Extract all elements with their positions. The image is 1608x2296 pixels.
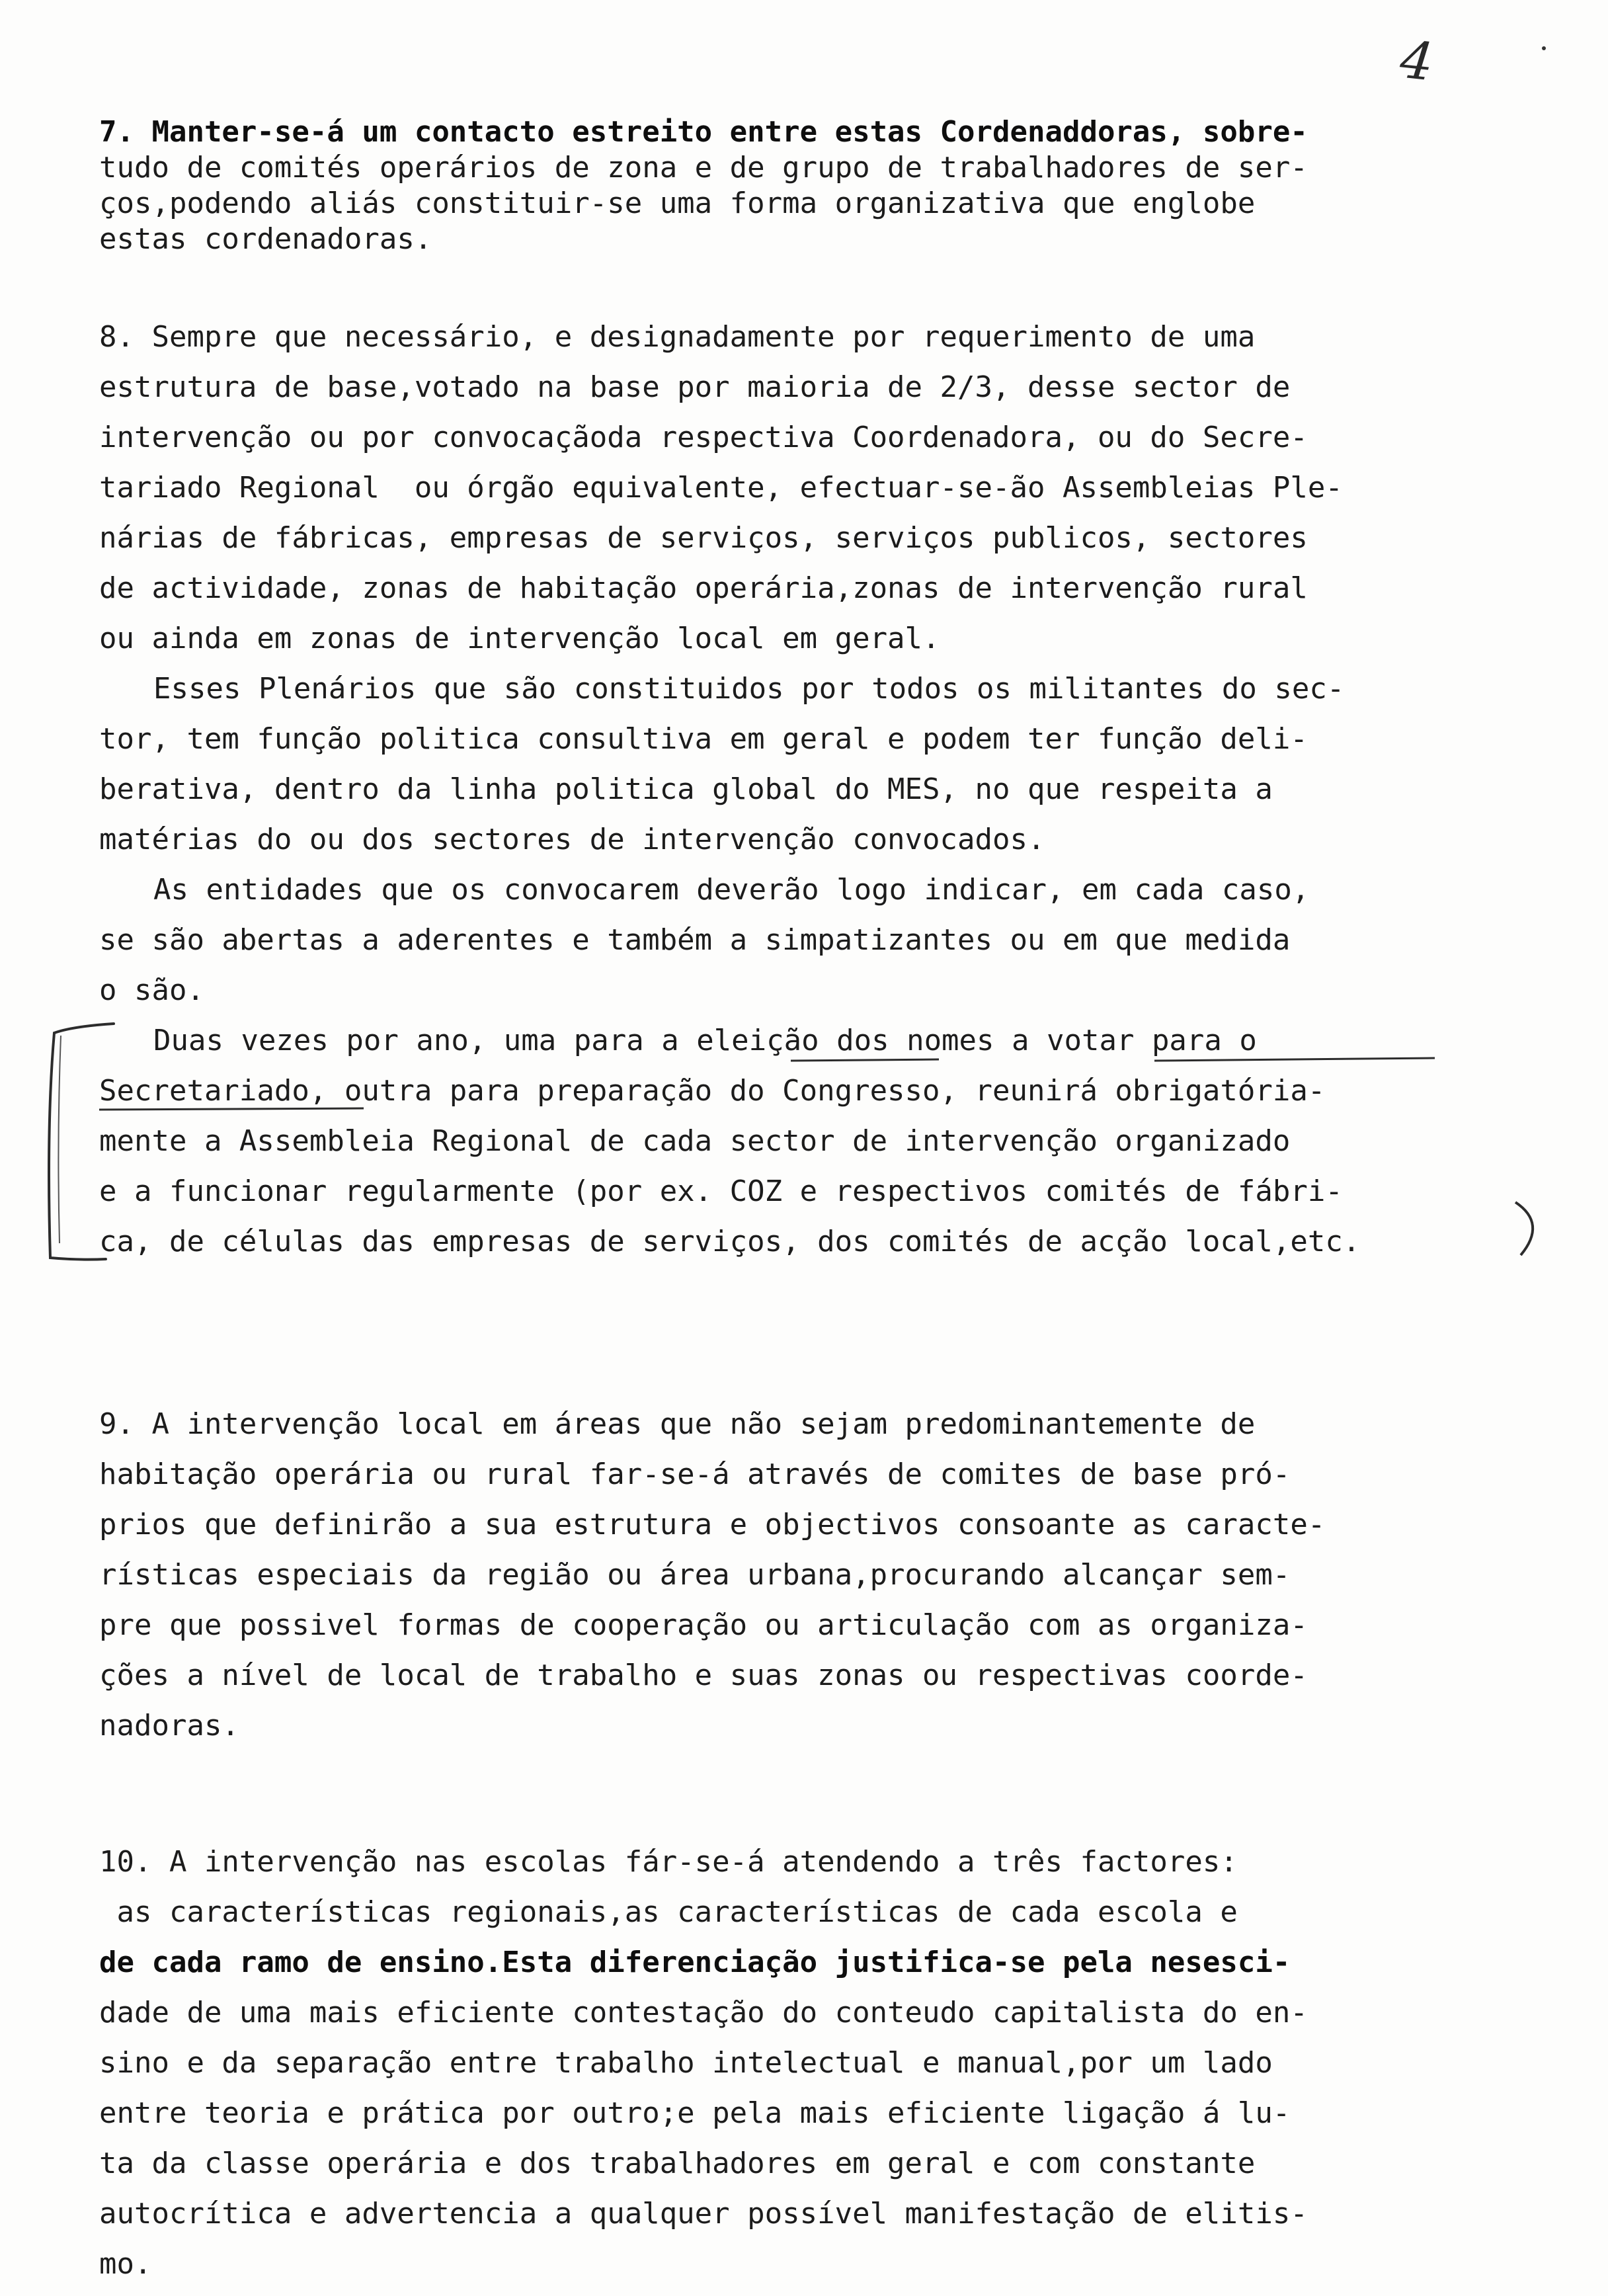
text-line: dade de uma mais eficiente contestação do conteudo capitalista do en- xyxy=(99,1996,1308,2030)
text-line: e a funcionar regularmente (por ex. COZ e respectivos comités de fábri- xyxy=(99,1174,1343,1208)
text-line: mente a Assembleia Regional de cada sector de intervenção organizado xyxy=(99,1124,1291,1158)
text-line: pre que possivel formas de cooperação ou articulação com as organiza- xyxy=(99,1608,1308,1642)
text-line: ços,podendo aliás constituir-se uma forma organizativa que englobe xyxy=(99,186,1256,220)
text-line: tor, tem função politica consultiva em geral e podem ter função deli- xyxy=(99,722,1308,756)
margin-bracket-inner xyxy=(58,1036,61,1243)
underline-eleicao xyxy=(791,1059,939,1061)
text-line: tariado Regional ou órgão equivalente, efectuar-se-ão Assembleias Ple- xyxy=(99,471,1343,505)
text-line: ta da classe operária e dos trabalhadores em geral e com constante xyxy=(99,2147,1256,2180)
text-line: 8. Sempre que necessário, e designadamente por requerimento de uma xyxy=(99,320,1256,354)
text-line: Duas vezes por ano, uma para a eleição dos nomes a votar para o xyxy=(153,1024,1257,1057)
text-line: 7. Manter-se-á um contacto estreito entre estas Cordenaddoras, sobre- xyxy=(99,115,1308,149)
ink-speck xyxy=(1542,46,1546,50)
closing-parenthesis-mark xyxy=(1515,1202,1533,1255)
text-line: rísticas especiais da região ou área urbana,procurando alcançar sem- xyxy=(99,1558,1291,1592)
text-line: intervenção ou por convocaçãoda respectiva Coordenadora, ou do Secre- xyxy=(99,421,1308,454)
text-line: Secretariado, outra para preparação do Congresso, reunirá obrigatória- xyxy=(99,1074,1326,1108)
text-line: nadoras. xyxy=(99,1709,239,1742)
text-line: se são abertas a aderentes e também a simpatizantes ou em que medida xyxy=(99,923,1291,957)
text-line: prios que definirão a sua estrutura e objectivos consoante as caracte- xyxy=(99,1508,1326,1541)
text-line: As entidades que os convocarem deverão logo indicar, em cada caso, xyxy=(153,873,1310,907)
text-line: de actividade, zonas de habitação operária,zonas de intervenção rural xyxy=(99,571,1308,605)
text-line: entre teoria e prática por outro;e pela mais eficiente ligação á lu- xyxy=(99,2096,1291,2130)
text-line: de cada ramo de ensino.Esta diferenciação justifica-se pela nesesci- xyxy=(99,1946,1291,1979)
text-line: estas cordenadoras. xyxy=(99,222,432,256)
text-line: nárias de fábricas, empresas de serviços, serviços publicos, sectores xyxy=(99,521,1308,555)
text-line: ca, de células das empresas de serviços, dos comités de acção local,etc. xyxy=(99,1225,1361,1258)
text-line: Esses Plenários que são constituidos por todos os militantes do sec- xyxy=(153,672,1345,706)
page-number: 4 xyxy=(1397,30,1437,93)
text-line: o são. xyxy=(99,973,204,1007)
text-line: matérias do ou dos sectores de intervenção convocados. xyxy=(99,823,1045,856)
text-line: sino e da separação entre trabalho intelectual e manual,por um lado xyxy=(99,2046,1273,2080)
text-line: berativa, dentro da linha politica global do MES, no que respeita a xyxy=(99,772,1273,806)
text-line: as características regionais,as características de cada escola e xyxy=(99,1895,1238,1929)
text-line: 9. A intervenção local em áreas que não sejam predominantemente de xyxy=(99,1407,1256,1441)
text-line: ções a nível de local de trabalho e suas zonas ou respectivas coorde- xyxy=(99,1659,1308,1692)
text-line: estrutura de base,votado na base por maioria de 2/3, desse sector de xyxy=(99,370,1291,404)
text-line: habitação operária ou rural far-se-á através de comites de base pró- xyxy=(99,1457,1291,1491)
text-line: mo. xyxy=(99,2247,152,2281)
text-line: ou ainda em zonas de intervenção local em geral. xyxy=(99,622,940,655)
text-line: 10. A intervenção nas escolas fár-se-á atendendo a três factores: xyxy=(99,1845,1238,1879)
text-line: autocrítica e advertencia a qualquer possível manifestação de elitis- xyxy=(99,2197,1308,2231)
text-line: tudo de comités operários de zona e de grupo de trabalhadores de ser- xyxy=(99,151,1308,184)
